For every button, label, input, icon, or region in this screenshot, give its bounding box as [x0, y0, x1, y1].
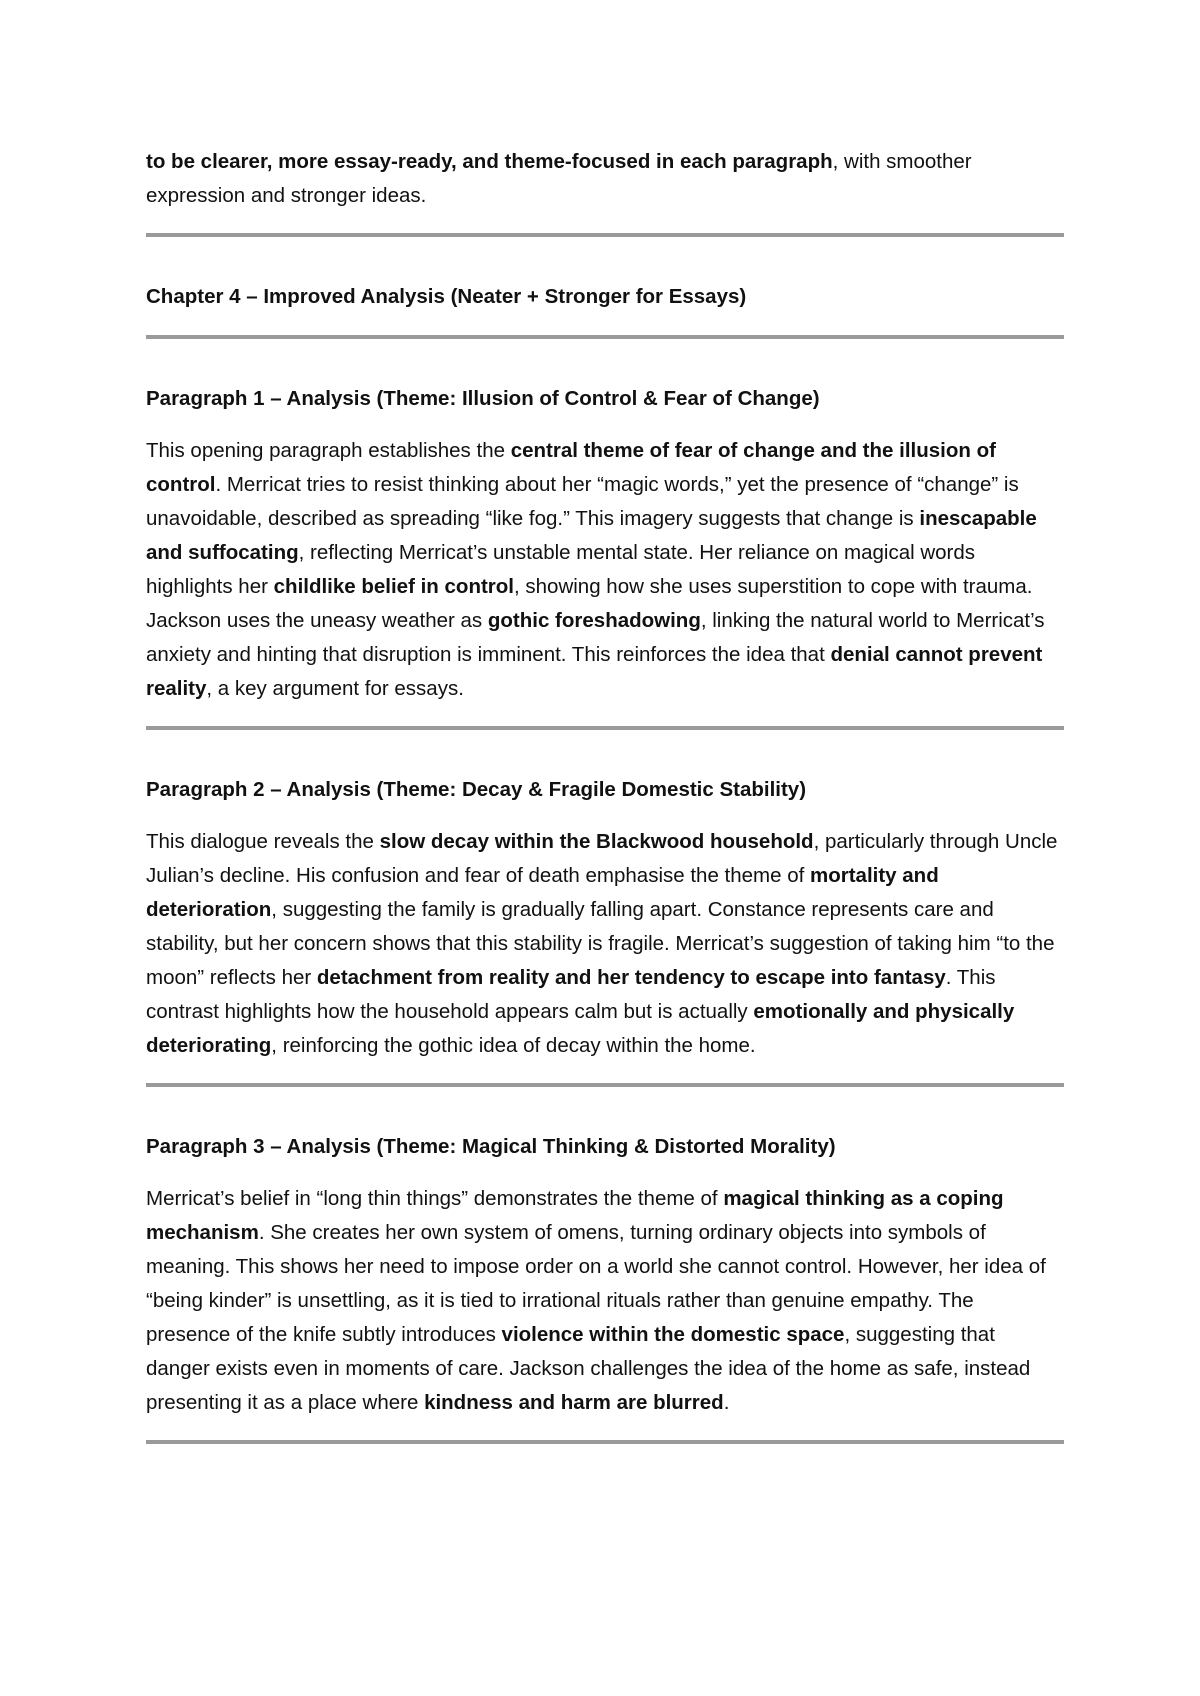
emphasis-text: violence within the domestic space — [501, 1323, 845, 1346]
body-text: . — [723, 1391, 730, 1414]
section-heading-1: Paragraph 1 – Analysis (Theme: Illusion of Control & Fear of Change) — [146, 387, 820, 410]
body-text: This opening paragraph establishes the — [146, 439, 511, 462]
section-analysis-3 — [146, 1182, 1062, 1420]
emphasis-text: emotionally and physically deteriorating — [146, 1000, 1015, 1057]
emphasis-text: gothic foreshadowing — [487, 609, 701, 632]
divider — [146, 335, 1064, 339]
emphasis-text: detachment from reality and her tendency to escape into fantasy — [316, 966, 946, 989]
body-text: . Merricat tries to resist thinking about her “magic words,” yet the presence of “change” is unavoidable, described as spreading “like fog.” This imagery suggests that change is — [146, 473, 1019, 530]
body-text: , suggesting the family is gradually falling apart. Constance represents care and stability, but her concern shows that this stability is fragile. Merricat’s suggestion of taking him “to the moon” reflects her — [146, 898, 1055, 989]
body-text: , linking the natural world to Merricat’s anxiety and hinting that disruption is imminent. This reinforces the idea that — [146, 609, 1045, 666]
body-text: This dialogue reveals the — [146, 830, 380, 853]
section-heading-2: Paragraph 2 – Analysis (Theme: Decay & Fragile Domestic Stability) — [146, 778, 807, 801]
section-analysis-2 — [146, 825, 1062, 1063]
divider — [146, 726, 1064, 730]
body-text: , suggesting that danger exists even in moments of care. Jackson challenges the idea of the home as safe, instead presenting it as a place where — [146, 1323, 1031, 1414]
emphasis-text: slow decay within the Blackwood household — [379, 830, 814, 853]
divider — [146, 233, 1064, 237]
emphasis-text: mortality and deterioration — [146, 864, 939, 921]
section-heading-3: Paragraph 3 – Analysis (Theme: Magical Thinking & Distorted Morality) — [146, 1135, 836, 1158]
body-text: , showing how she uses superstition to cope with trauma. Jackson uses the uneasy weather as — [146, 575, 1033, 632]
intro-paragraph — [146, 145, 1062, 213]
section-analysis-1 — [146, 434, 1062, 706]
body-text: . She creates her own system of omens, turning ordinary objects into symbols of meaning. This shows her need to impose order on a world she cannot control. However, her idea of “being kinder” is unsettling, as it is tied to irrational rituals rather than genuine empathy. The presence of the knife subtly introduces — [146, 1221, 1046, 1346]
intro-text: , with smoother expression and stronger ideas. — [146, 150, 972, 207]
body-text: . This contrast highlights how the household appears calm but is actually — [146, 966, 996, 1023]
body-text: , particularly through Uncle Julian’s decline. His confusion and fear of death emphasise the theme of — [146, 830, 1058, 887]
body-text: , reflecting Merricat’s unstable mental state. Her reliance on magical words highlights her — [146, 541, 976, 598]
emphasis-text: denial cannot prevent reality — [146, 643, 1043, 700]
emphasis-text: childlike belief in control — [273, 575, 514, 598]
body-text: , a key argument for essays. — [206, 677, 464, 700]
document-page — [146, 145, 1062, 1444]
divider — [146, 1083, 1064, 1087]
emphasis-text: magical thinking as a coping mechanism — [146, 1187, 1004, 1244]
intro-bold-text: to be clearer, more essay-ready, and theme-focused in each paragraph — [146, 150, 833, 173]
emphasis-text: central theme of fear of change and the illusion of control — [146, 439, 996, 496]
body-text: , reinforcing the gothic idea of decay within the home. — [271, 1034, 756, 1057]
body-text: Merricat’s belief in “long thin things” demonstrates the theme of — [146, 1187, 724, 1210]
divider — [146, 1440, 1064, 1444]
emphasis-text: kindness and harm are blurred — [424, 1391, 724, 1414]
chapter-title: Chapter 4 – Improved Analysis (Neater + Stronger for Essays) — [146, 285, 747, 308]
emphasis-text: inescapable and suffocating — [146, 507, 1037, 564]
